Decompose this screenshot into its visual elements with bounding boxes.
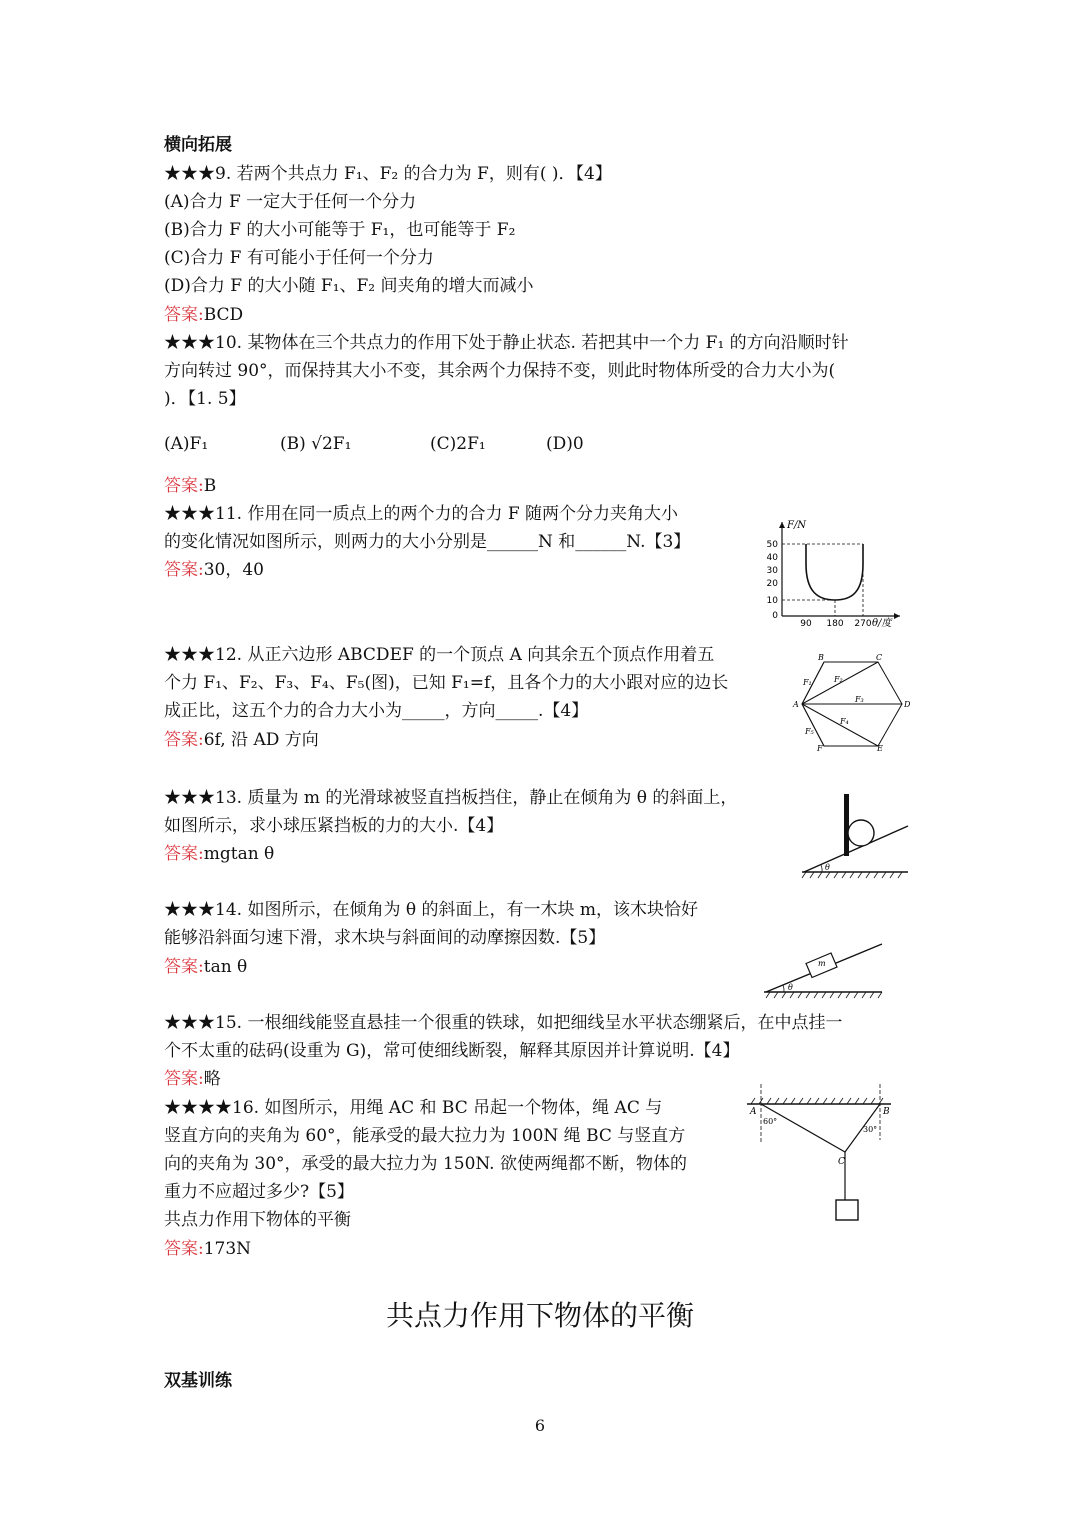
x-axis-label: θ/度: [872, 618, 892, 629]
q10-stem-1: ★★★10. 某物体在三个共点力的作用下处于静止状态. 若把其中一个力 F₁ 的方向沿顺时针: [164, 333, 849, 353]
q9-option-a: (A)合力 F 一定大于任何一个分力: [164, 192, 417, 212]
y-axis-arrow: [779, 522, 785, 528]
y-tick-label: 50: [766, 540, 778, 550]
angle-a-label: 60°: [763, 1117, 778, 1126]
angle-b-label: 30°: [863, 1125, 878, 1134]
q15-stem-1: ★★★15. 一根细线能竖直悬挂一个很重的铁球，如把细线呈水平状态绷紧后，在中点挂一: [164, 1013, 843, 1033]
x-tick-label: 90: [800, 619, 812, 629]
y-tick-label: 30: [766, 566, 778, 576]
q12-stem-3: 成正比，这五个力的合力大小为_____，方向_____.【4】: [164, 701, 589, 721]
q12-answer: [164, 728, 319, 752]
vertex-label: E: [877, 744, 883, 752]
y-axis-label: F/N: [787, 520, 807, 531]
q10-stem-3: )．【1. 5】: [164, 389, 246, 409]
answer-value: 173N: [203, 1239, 252, 1259]
force-label: F₅: [805, 727, 814, 736]
q16-stem-2: 竖直方向的夹角为 60°，能承受的最大拉力为 100N 绳 BC 与竖直方: [164, 1126, 686, 1146]
force-label: F₁: [803, 678, 812, 687]
hanging-block: [836, 1200, 858, 1220]
angle-arc: [783, 985, 784, 992]
y-tick-label: 0: [772, 611, 778, 621]
q11-answer: [164, 558, 264, 582]
section-title: 横向拓展: [164, 135, 232, 155]
q13-stem-1: ★★★13. 质量为 m 的光滑球被竖直挡板挡住，静止在倾角为 θ 的斜面上，: [164, 788, 738, 808]
q14-stem-2: 能够沿斜面匀速下滑，求木块与斜面间的动摩擦因数.【5】: [164, 928, 606, 948]
answer-label: 答案:: [164, 560, 204, 580]
answer-label: 答案:: [164, 1239, 204, 1259]
angle-label: θ: [825, 863, 830, 872]
resultant-curve: [806, 544, 863, 600]
answer-label: 答案:: [164, 730, 204, 750]
vertex-label: F: [817, 744, 823, 752]
q10-option-c: (C)2F₁: [430, 434, 486, 454]
rope-ac: [761, 1104, 845, 1152]
x-tick-label: 270: [854, 619, 872, 629]
answer-value: 30，40: [203, 560, 264, 580]
q14-block-incline-figure: [762, 938, 886, 1000]
force-label: F₄: [840, 717, 849, 726]
q11-stem-1: ★★★11. 作用在同一质点上的两个力的合力 F 随两个分力夹角大小: [164, 504, 679, 524]
vertex-label: D: [904, 700, 911, 709]
answer-value: tan θ: [203, 957, 248, 977]
block-label: m: [818, 959, 826, 968]
q16-rope-figure: [745, 1080, 895, 1228]
answer-label: 答案:: [164, 305, 204, 325]
point-c-label: C: [838, 1157, 845, 1167]
answer-value: BCD: [203, 305, 244, 325]
answer-value: 6f, 沿 AD 方向: [203, 730, 319, 750]
q15-answer: [164, 1067, 221, 1091]
q16-stem-4: 重力不应超过多少?【5】: [164, 1182, 354, 1202]
answer-value: B: [203, 476, 217, 496]
q16-stem-3: 向的夹角为 30°，承受的最大拉力为 150N. 欲使两绳都不断，物体的: [164, 1154, 687, 1174]
x-axis-arrow: [894, 613, 900, 619]
q10-stem-2: 方向转过 90°，而保持其大小不变，其余两个力保持不变，则此时物体所受的合力大小为(: [164, 361, 836, 381]
answer-label: 答案:: [164, 957, 204, 977]
q12-stem-1: ★★★12. 从正六边形 ABCDEF 的一个顶点 A 向其余五个顶点作用着五: [164, 645, 715, 665]
q15-stem-2: 个不太重的砝码(设重为 G)，常可使细线断裂，解释其原因并计算说明.【4】: [164, 1041, 740, 1061]
q9-option-c: (C)合力 F 有可能小于任何一个分力: [164, 248, 434, 268]
q10-option-b: (B) √2F₁: [280, 434, 352, 454]
vertex-label: B: [818, 653, 824, 662]
point-a-label: A: [750, 1107, 757, 1117]
force-label: F₂: [834, 675, 843, 684]
vertex-label: A: [793, 700, 799, 709]
q13-stem-2: 如图所示，求小球压紧挡板的力的大小.【4】: [164, 816, 504, 836]
q13-answer: [164, 842, 274, 866]
q9-option-b: (B)合力 F 的大小可能等于 F₁，也可能等于 F₂: [164, 220, 516, 240]
q11-force-angle-graph: [752, 514, 912, 632]
angle-arc: [821, 865, 822, 872]
q12-stem-2: 个力 F₁、F₂、F₃、F₄、F₅(图)，已知 F₁=f，且各个力的大小跟对应的边长: [164, 673, 729, 693]
point-b-label: B: [883, 1107, 890, 1117]
q10-answer: [164, 474, 216, 498]
q10-options: [164, 432, 684, 458]
chapter-title: 共点力作用下物体的平衡: [385, 1299, 694, 1332]
page-number: 6: [534, 1416, 546, 1435]
y-tick-label: 20: [766, 579, 778, 589]
x-tick-label: 180: [826, 619, 844, 629]
q16-answer: [164, 1237, 251, 1261]
q9-answer: [164, 303, 243, 327]
ball: [848, 820, 874, 846]
answer-label: 答案:: [164, 1069, 204, 1089]
answer-label: 答案:: [164, 476, 204, 496]
q9-option-d: (D)合力 F 的大小随 F₁、F₂ 间夹角的增大而减小: [164, 276, 534, 296]
answer-label: 答案:: [164, 844, 204, 864]
y-tick-label: 10: [766, 596, 778, 606]
q14-stem-1: ★★★14. 如图所示，在倾角为 θ 的斜面上，有一木块 m，该木块恰好: [164, 900, 699, 920]
force-label: F₃: [855, 695, 864, 704]
q14-answer: [164, 955, 247, 979]
q9-stem: ★★★9. 若两个共点力 F₁、F₂ 的合力为 F，则有( )．【4】: [164, 164, 612, 184]
q10-option-a: (A)F₁: [164, 434, 209, 454]
y-tick-label: 40: [766, 553, 778, 563]
q13-ball-incline-figure: [800, 790, 912, 882]
sub-section-title: 双基训练: [164, 1371, 232, 1391]
q12-hexagon-figure: [790, 652, 915, 752]
q11-stem-2: 的变化情况如图所示，则两力的大小分别是______N 和______N.【3】: [164, 532, 691, 552]
answer-value: 略: [203, 1069, 221, 1089]
vertex-label: C: [876, 653, 883, 662]
answer-value: mgtan θ: [203, 844, 275, 864]
q10-option-d: (D)0: [546, 434, 584, 454]
angle-label: θ: [788, 983, 793, 992]
q16-stem-1: ★★★★16. 如图所示，用绳 AC 和 BC 吊起一个物体，绳 AC 与: [164, 1098, 663, 1118]
vertical-board: [844, 794, 849, 856]
q16-note: 共点力作用下物体的平衡: [164, 1210, 351, 1230]
